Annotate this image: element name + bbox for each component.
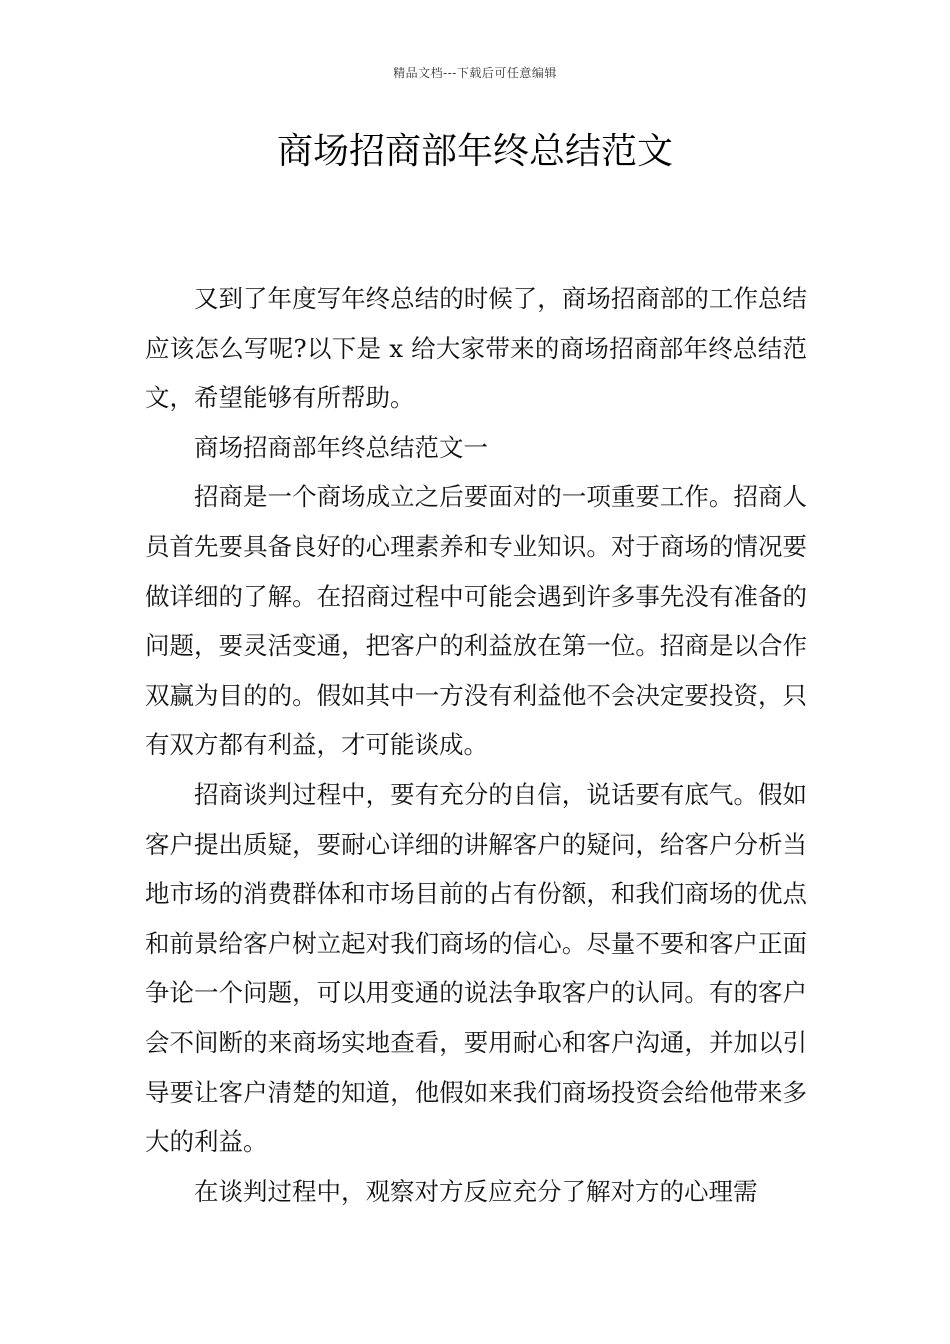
document-title: 商场招商部年终总结范文: [276, 131, 673, 172]
body-paragraph: 在谈判过程中，观察对方反应充分了解对方的心理需: [194, 1176, 758, 1206]
section-heading: 商场招商部年终总结范文一: [194, 432, 488, 462]
header-note: 精品文档---下载后可任意编辑: [393, 66, 557, 80]
body-paragraph: 招商是一个商场成立之后要面对的一项重要工作。招商人员首先要具备良好的心理素养和专业知识。对于商场的情况要做详细的了解。在招商过程中可能会遇到许多事先没有准备的问题，要灵活变通，把客户的利益放在第一位。招商是以合作双赢为目的的。假如其中一方没有利益他不会决定要投资，只有双方都有利益，才可能谈成。: [145, 482, 807, 760]
intro-paragraph: 又到了年度写年终总结的时候了，商场招商部的工作总结应该怎么写呢?以下是 x 给大家带来的商场招商部年终总结范文，希望能够有所帮助。: [145, 284, 807, 413]
document-body: [145, 274, 807, 1216]
body-paragraph: 招商谈判过程中，要有充分的自信，说话要有底气。假如客户提出质疑，要耐心详细的讲解客户的疑问，给客户分析当地市场的消费群体和市场目前的占有份额，和我们商场的优点和前景给客户树立起对我们商场的信心。尽量不要和客户正面争论一个问题，可以用变通的说法争取客户的认同。有的客户会不间断的来商场实地查看，要用耐心和客户沟通，并加以引导要让客户清楚的知道，他假如来我们商场投资会给他带来多大的利益。: [145, 779, 807, 1157]
